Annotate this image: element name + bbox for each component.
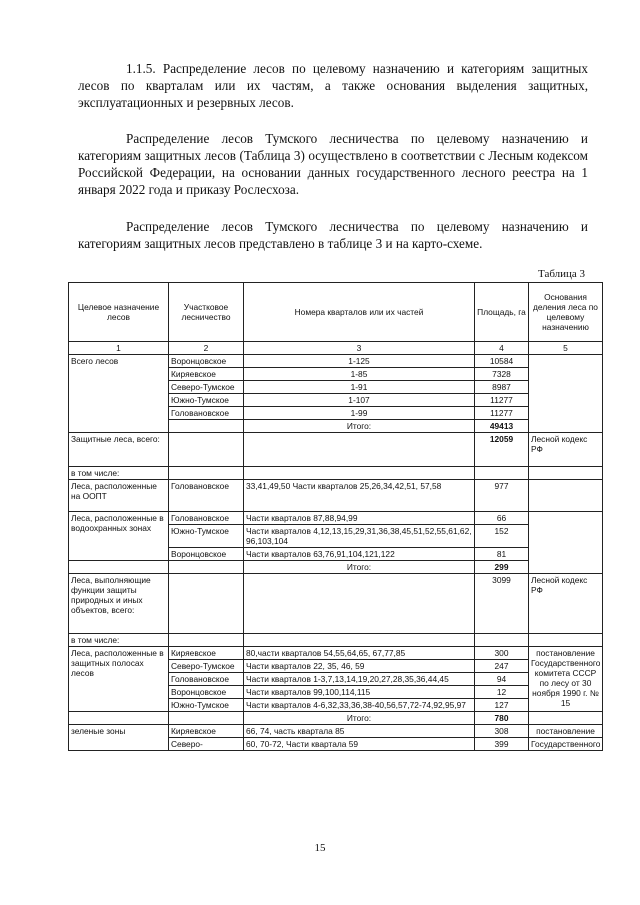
subtotal-row <box>69 561 603 574</box>
forestry-cell: Воронцовское <box>169 548 244 561</box>
forestry-cell: Воронцовское <box>169 355 244 368</box>
area-cell: 11277 <box>475 394 529 407</box>
table-header-cell: Участковое лесничество <box>169 283 244 342</box>
paragraph-2: Распределение лесов Тумского лесничества по целевому назначению и категориям защитных лесов представлено в таблице 3 и на карто-схеме. <box>78 219 588 251</box>
table-row <box>69 480 603 512</box>
forest-distribution-table <box>68 282 603 751</box>
column-number: 4 <box>475 342 529 355</box>
forestry-cell: Южно-Тумское <box>169 394 244 407</box>
forestry-cell: Южно-Тумское <box>169 525 244 548</box>
area-cell: 399 <box>475 738 529 751</box>
quarters-cell: Части кварталов 22, 35, 46, 59 <box>244 660 475 673</box>
purpose-cell: Леса, расположенные в защитных полосах лесов <box>69 647 169 712</box>
forestry-cell: Северо-Тумское <box>169 660 244 673</box>
forestry-cell: Воронцовское <box>169 686 244 699</box>
table-header-cell: Основания деления леса по целевому назначению <box>529 283 603 342</box>
quarters-cell: 66, 74, часть квартала 85 <box>244 725 475 738</box>
column-number: 3 <box>244 342 475 355</box>
area-cell: 12 <box>475 686 529 699</box>
forestry-cell: Киряевское <box>169 368 244 381</box>
column-number: 1 <box>69 342 169 355</box>
subtotal-row <box>69 712 603 725</box>
table-row <box>69 725 603 738</box>
forestry-cell: Головановское <box>169 407 244 420</box>
area-cell: 3099 <box>475 574 529 634</box>
area-cell: 8987 <box>475 381 529 394</box>
quarters-cell: 80,части кварталов 54,55,64,65, 67,77,85 <box>244 647 475 660</box>
area-cell: 247 <box>475 660 529 673</box>
column-number: 2 <box>169 342 244 355</box>
basis-cell: Лесной кодекс РФ <box>529 574 603 634</box>
area-cell: 94 <box>475 673 529 686</box>
table-header-row <box>69 283 603 342</box>
total-area: 49413 <box>475 420 529 433</box>
itogo-label: Итого: <box>244 561 475 574</box>
column-number-row <box>69 342 603 355</box>
table-row <box>69 574 603 634</box>
area-cell: 81 <box>475 548 529 561</box>
forestry-cell: Южно-Тумское <box>169 699 244 712</box>
purpose-cell: в том числе: <box>69 634 169 647</box>
quarters-cell: Части кварталов 4,12,13,15,29,31,36,38,45,51,52,55,61,62, 96,103,104 <box>244 525 475 548</box>
column-number: 5 <box>529 342 603 355</box>
forestry-cell: Головановское <box>169 512 244 525</box>
itogo-label: Итого: <box>244 712 475 725</box>
forestry-cell: Киряевское <box>169 725 244 738</box>
basis-cell: Государственного <box>529 738 603 751</box>
table-row <box>69 355 603 368</box>
forestry-cell: Головановское <box>169 673 244 686</box>
forestry-cell: Северо-Тумское <box>169 381 244 394</box>
table-caption: Таблица 3 <box>538 268 586 280</box>
purpose-cell: в том числе: <box>69 467 169 480</box>
area-cell: 308 <box>475 725 529 738</box>
quarters-cell: 33,41,49,50 Части кварталов 25,26,34,42,51, 57,58 <box>244 480 475 512</box>
purpose-cell: Всего лесов <box>69 355 169 433</box>
quarters-cell: 1-99 <box>244 407 475 420</box>
table-row <box>69 433 603 467</box>
basis-cell: постановление Государственного комитета СССР по лесу от 30 ноября 1990 г. № 15 <box>529 647 603 712</box>
table-row <box>69 512 603 525</box>
quarters-cell: Части кварталов 63,76,91,104,121,122 <box>244 548 475 561</box>
quarters-cell: 1-91 <box>244 381 475 394</box>
purpose-cell: Леса, расположенные в водоохранных зонах <box>69 512 169 561</box>
quarters-cell: Части кварталов 87,88,94,99 <box>244 512 475 525</box>
paragraph-1: Распределение лесов Тумского лесничества по целевому назначению и категориям защитных лесов (Таблица 3) осуществлено в соответствии с Лесным кодексом Российской Федерации, на основании данных государственного лесного реестра на 1 января 2022 года и приказу Рослесхоза. <box>78 131 588 197</box>
itogo-label: Итого: <box>244 420 475 433</box>
table-header-cell: Целевое назначение лесов <box>69 283 169 342</box>
area-cell: 11277 <box>475 407 529 420</box>
purpose-cell: зеленые зоны <box>69 725 169 751</box>
quarters-cell: 1-107 <box>244 394 475 407</box>
quarters-cell: Части кварталов 4-6,32,33,36,38-40,56,57,72-74,92,95,97 <box>244 699 475 712</box>
table-header-cell: Номера кварталов или их частей <box>244 283 475 342</box>
forestry-cell: Киряевское <box>169 647 244 660</box>
purpose-cell: Защитные леса, всего: <box>69 433 169 467</box>
quarters-cell: Части кварталов 1-3,7,13,14,19,20,27,28,35,36,44,45 <box>244 673 475 686</box>
basis-cell <box>529 355 603 433</box>
area-cell: 66 <box>475 512 529 525</box>
area-cell: 7328 <box>475 368 529 381</box>
table-row <box>69 647 603 660</box>
quarters-cell: 1-85 <box>244 368 475 381</box>
basis-cell: Лесной кодекс РФ <box>529 433 603 467</box>
purpose-cell: Леса, выполняющие функции защиты природных и иных объектов, всего: <box>69 574 169 634</box>
area-cell: 127 <box>475 699 529 712</box>
forestry-cell: Северо- <box>169 738 244 751</box>
purpose-cell: Леса, расположенные на ООПТ <box>69 480 169 512</box>
area-cell: 10584 <box>475 355 529 368</box>
quarters-cell: 1-125 <box>244 355 475 368</box>
table-row <box>69 467 603 480</box>
total-area: 299 <box>475 561 529 574</box>
page-number: 15 <box>314 842 326 854</box>
area-cell: 152 <box>475 525 529 548</box>
forestry-cell: Головановское <box>169 480 244 512</box>
basis-cell: постановление <box>529 725 603 738</box>
area-cell: 300 <box>475 647 529 660</box>
quarters-cell: Части кварталов 99,100,114,115 <box>244 686 475 699</box>
table-header-cell: Площадь, га <box>475 283 529 342</box>
area-cell: 12059 <box>475 433 529 467</box>
section-heading: 1.1.5. Распределение лесов по целевому назначению и категориям защитных лесов по кварталам или их частям, а также основания выделения защитных, эксплуатационных и резервных лесов. <box>78 61 588 110</box>
total-area: 780 <box>475 712 529 725</box>
table-row <box>69 634 603 647</box>
quarters-cell: 60, 70-72, Части квартала 59 <box>244 738 475 751</box>
area-cell: 977 <box>475 480 529 512</box>
